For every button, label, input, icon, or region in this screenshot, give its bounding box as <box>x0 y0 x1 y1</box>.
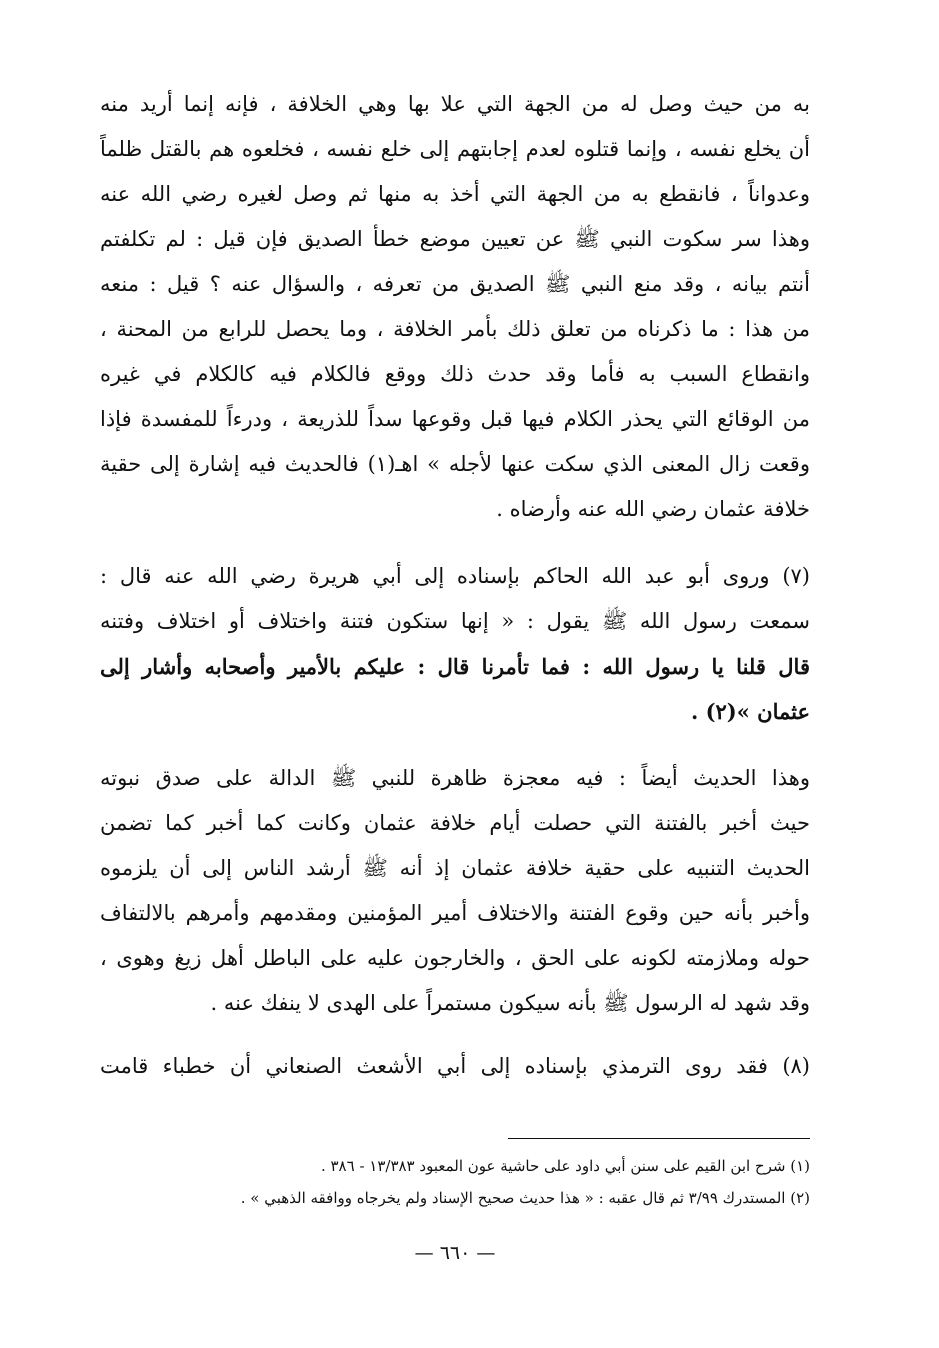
text-line: وانقطاع السبب به فأما وقد حدث ذلك ووقع فالكلام فيه كالكلام في غيره <box>100 362 810 386</box>
paragraph <box>100 554 810 734</box>
hadith-text-line: قال قلنا يا رسول الله : فما تأمرنا قال : عليكم بالأمير وأصحابه وأشار إلى <box>100 654 810 679</box>
text-line: حوله وملازمته لكونه على الحق ، والخارجون عليه على الباطل أهل زيغ وهوى ، <box>100 946 810 970</box>
paragraph <box>100 756 810 1026</box>
footnote-separator <box>508 1138 810 1139</box>
text-line: وقد شهد له الرسول ﷺ بأنه سيكون مستمراً على الهدى لا ينفك عنه . <box>210 991 810 1015</box>
text-line: الحديث التنبيه على حقية خلافة عثمان إذ أنه ﷺ أرشد الناس إلى أن يلزموه <box>100 856 810 880</box>
text-line: به من حيث وصل له من الجهة التي علا بها وهي الخلافة ، فإنه إنما أريد منه <box>100 92 810 116</box>
hadith-text-line: عثمان »(٢) . <box>690 699 810 724</box>
paragraph <box>100 1044 810 1089</box>
paragraph-gap <box>100 532 810 554</box>
text-line: أنتم بيانه ، وقد منع النبي ﷺ الصديق من تعرفه ، والسؤال عنه ؟ قيل : منعه <box>100 272 810 296</box>
page-number: — ٦٦٠ — <box>414 1242 496 1264</box>
text-line: أن يخلع نفسه ، وإنما قتلوه لعدم إجابتهم إلى خلع نفسه ، فخلعوه هم بالقتل ظلماً <box>100 137 810 161</box>
text-line: وقعت زال المعنى الذي سكت عنها لأجله » اهـ(١) فالحديث فيه إشارة إلى حقية <box>100 452 810 476</box>
text-line: وهذا الحديث أيضاً : فيه معجزة ظاهرة للنبي ﷺ الدالة على صدق نبوته <box>100 766 810 790</box>
footnote: (٢) المستدرك ٣/٩٩ ثم قال عقبه : « هذا حديث صحيح الإسناد ولم يخرجاه ووافقه الذهبي » . <box>240 1189 810 1207</box>
text-line: خلافة عثمان رضي الله عنه وأرضاه . <box>496 497 810 521</box>
text-line: (٧) وروى أبو عبد الله الحاكم بإسناده إلى أبي هريرة رضي الله عنه قال : <box>100 564 810 588</box>
paragraph <box>100 82 810 532</box>
text-line: سمعت رسول الله ﷺ يقول : « إنها ستكون فتنة واختلاف أو اختلاف وفتنه <box>100 609 810 633</box>
text-line: حيث أخبر بالفتنة التي حصلت أيام خلافة عثمان وكانت كما أخبر كما تضمن <box>100 811 810 835</box>
text-line: وعدواناً ، فانقطع به من الجهة التي أخذ به منها ثم وصل لغيره رضي الله عنه <box>100 182 810 206</box>
main-text <box>100 82 810 1089</box>
paragraph-gap <box>100 1026 810 1044</box>
text-line: وأخبر بأنه حين وقوع الفتنة والاختلاف أمير المؤمنين ومقدمهم وأمرهم بالالتفاف <box>100 901 810 925</box>
text-line: من الوقائع التي يحذر الكلام فيها قبل وقوعها سداً للذريعة ، ودرءاً للمفسدة فإذا <box>100 407 810 431</box>
text-line: وهذا سر سكوت النبي ﷺ عن تعيين موضع خطأ الصديق فإن قيل : لم تكلفتم <box>100 227 810 251</box>
text-line: (٨) فقد روى الترمذي بإسناده إلى أبي الأشعث الصنعاني أن خطباء قامت <box>100 1054 810 1078</box>
footnotes <box>150 1150 810 1214</box>
text-line: من هذا : ما ذكرناه من تعلق ذلك بأمر الخلافة ، وما يحصل للرابع من المحنة ، <box>100 317 810 341</box>
footnote: (١) شرح ابن القيم على سنن أبي داود على حاشية عون المعبود ١٣/٣٨٣ - ٣٨٦ . <box>320 1157 810 1175</box>
paragraph-gap <box>100 734 810 756</box>
